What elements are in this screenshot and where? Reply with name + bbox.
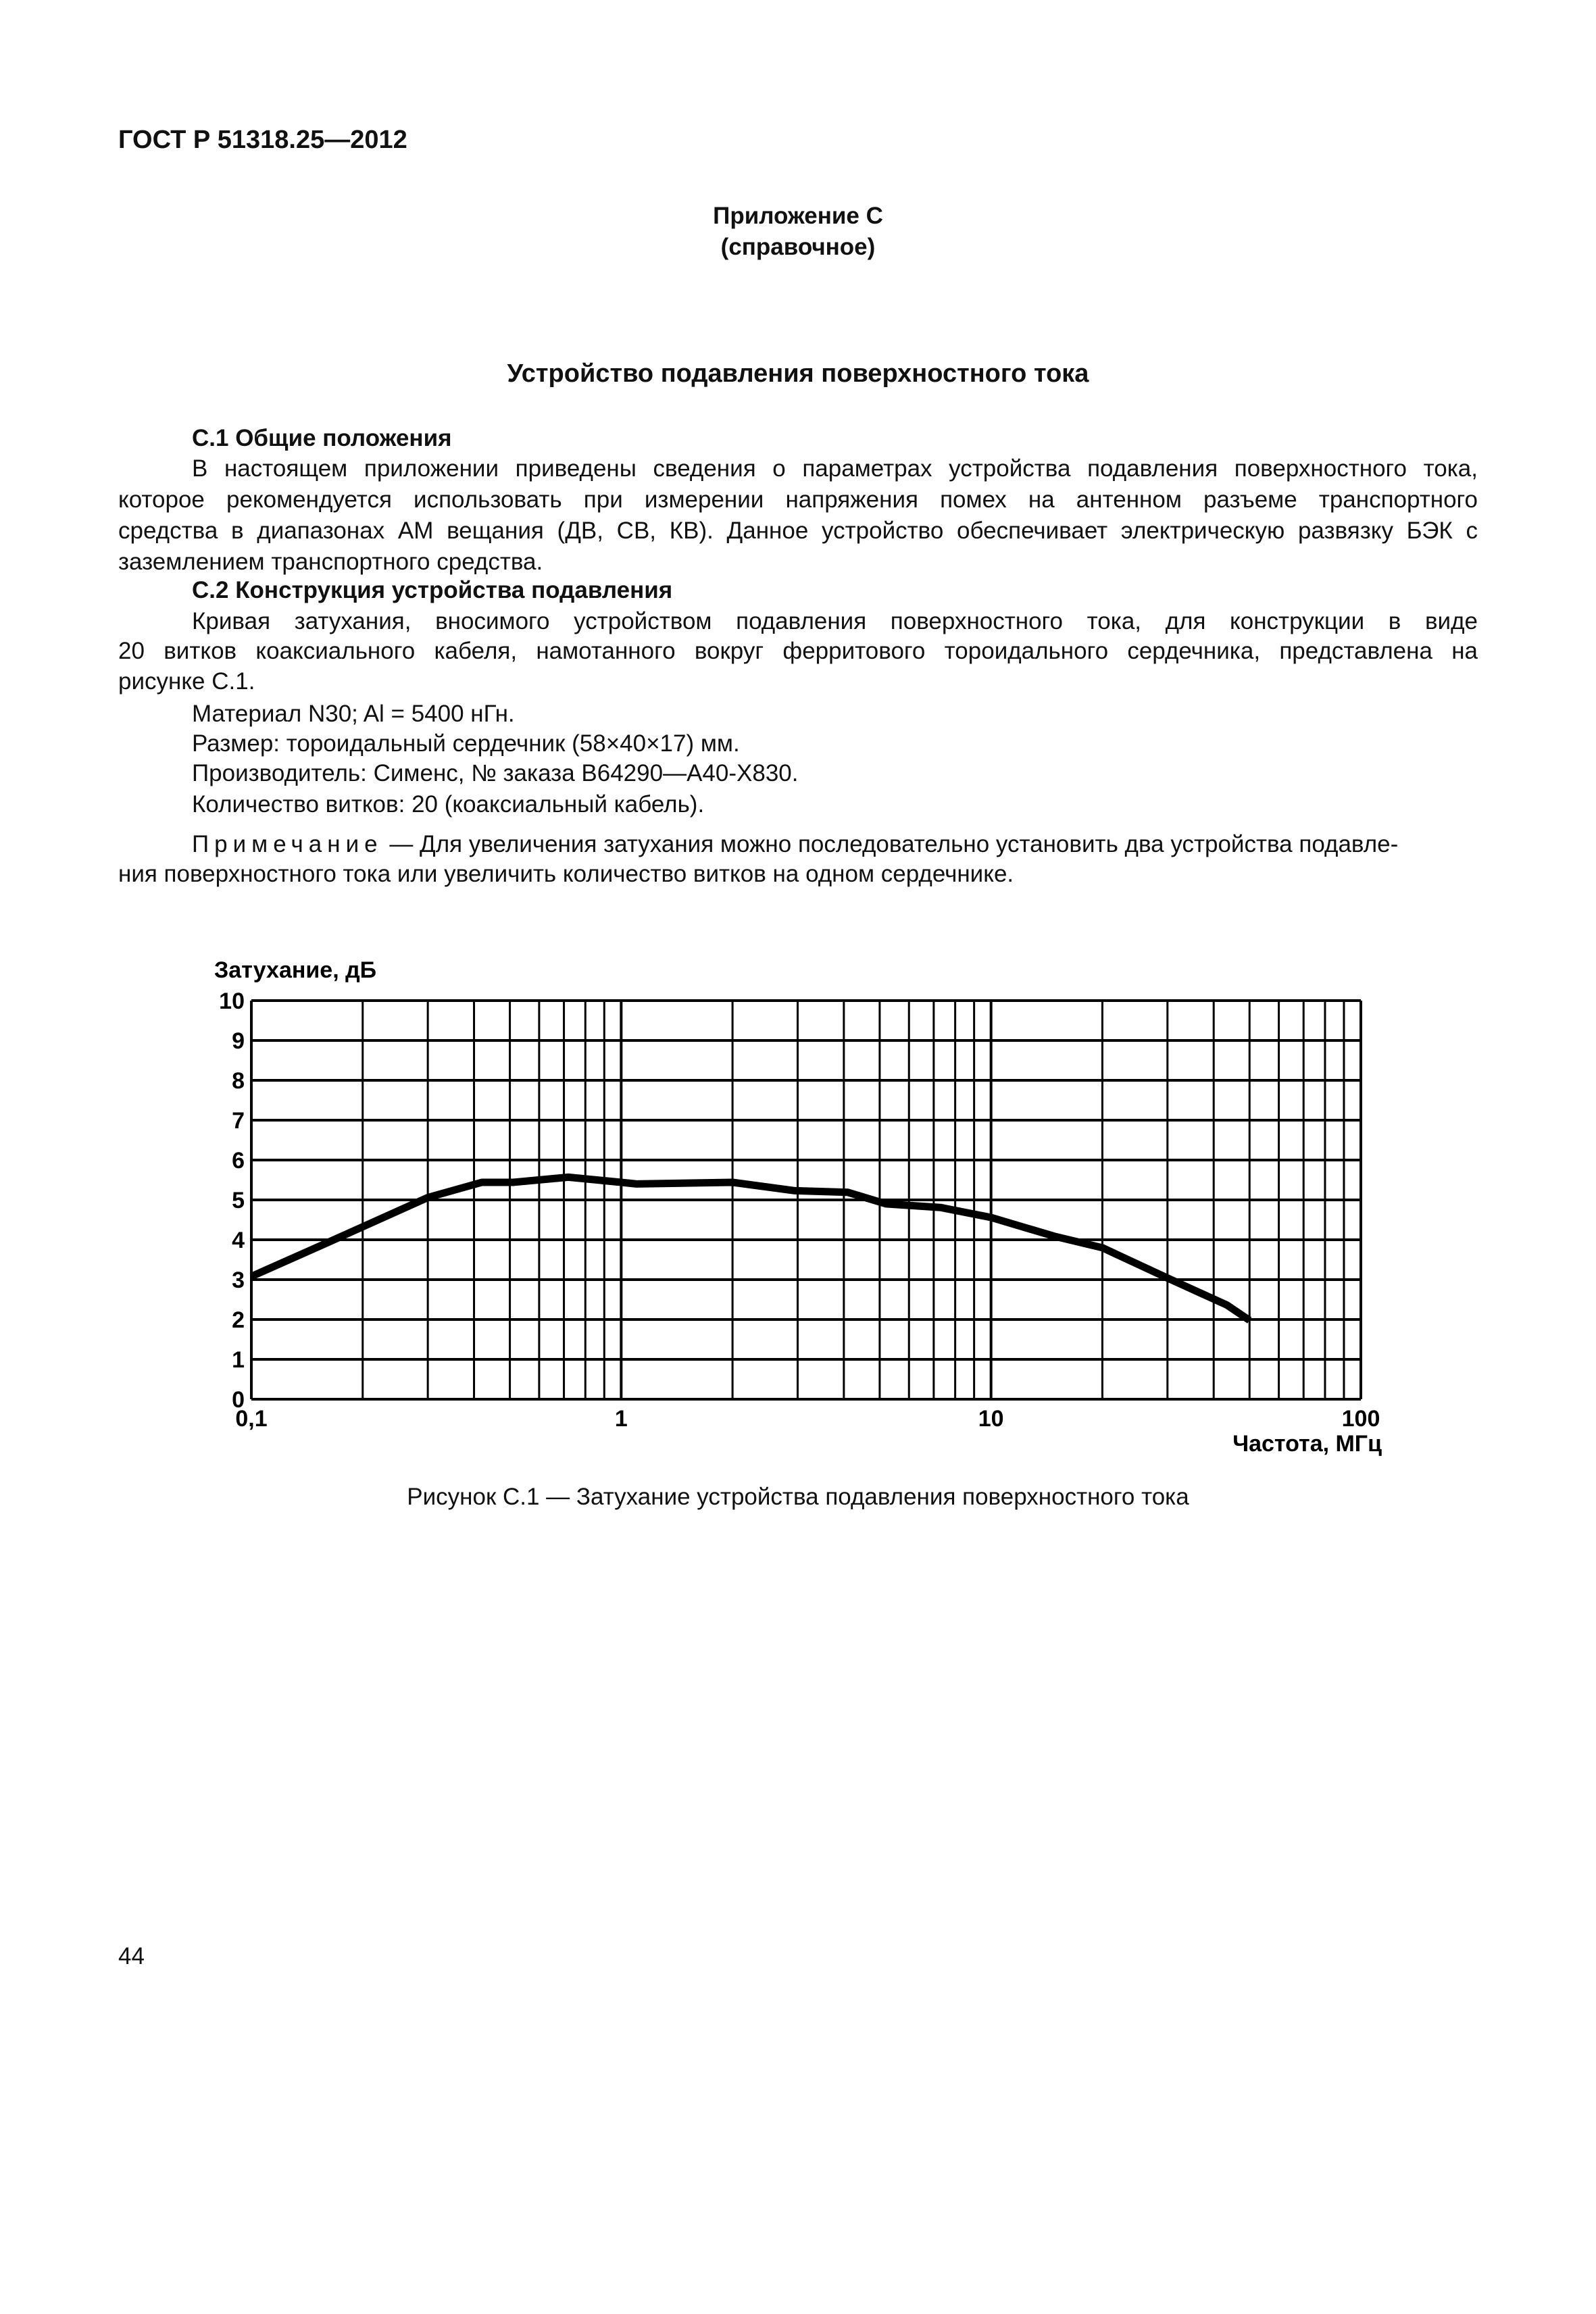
y-tick-label: 2 bbox=[232, 1307, 245, 1333]
c1-line: которое рекомендуется использовать при измерении напряжения помех на антенном разъеме транспортного bbox=[118, 486, 1478, 513]
note-line-1 bbox=[192, 830, 1478, 859]
y-axis-label: Затухание, дБ bbox=[214, 957, 377, 983]
x-tick-label: 10 bbox=[978, 1406, 1004, 1432]
y-tick-label: 0 bbox=[232, 1387, 245, 1413]
turns-line: Количество витков: 20 (коаксиальный кабель). bbox=[192, 791, 705, 818]
x-axis-label: Частота, МГц bbox=[1232, 1431, 1382, 1457]
c1-line: заземлением транспортного средства. bbox=[118, 549, 543, 575]
figure-caption: Рисунок С.1 — Затухание устройства подавления поверхностного тока bbox=[407, 1484, 1189, 1510]
x-tick-label: 100 bbox=[1341, 1406, 1380, 1432]
y-tick-label: 3 bbox=[232, 1267, 245, 1293]
page-number: 44 bbox=[118, 1943, 145, 1969]
y-tick-label: 10 bbox=[219, 988, 245, 1014]
y-tick-label: 6 bbox=[232, 1148, 245, 1174]
material-line: Материал N30; Al = 5400 нГн. bbox=[192, 701, 515, 727]
manufacturer-line: Производитель: Сименс, № заказа В64290—А40-Х830. bbox=[192, 760, 799, 786]
c1-line: средства в диапазонах АМ вещания (ДВ, СВ, КВ). Данное устройство обеспечивает электрическую развязку БЭК с bbox=[118, 518, 1478, 544]
c1-line: В настоящем приложении приведены сведения о параметрах устройства подавления поверхностного тока, bbox=[192, 455, 1478, 482]
note-label: Примечание bbox=[192, 831, 383, 857]
y-tick-label: 1 bbox=[232, 1347, 245, 1373]
y-tick-label: 8 bbox=[232, 1068, 245, 1094]
appendix-subtitle: (справочное) bbox=[720, 234, 876, 260]
document-id: ГОСТ Р 51318.25—2012 bbox=[118, 126, 407, 154]
size-line: Размер: тороидальный сердечник (58×40×17) мм. bbox=[192, 730, 740, 757]
note-line-2: ния поверхностного тока или увеличить количество витков на одном сердечнике. bbox=[118, 861, 1014, 887]
x-tick-label: 0,1 bbox=[235, 1406, 268, 1432]
appendix-title: Приложение С bbox=[713, 203, 883, 229]
y-tick-label: 4 bbox=[232, 1228, 245, 1253]
c2-line: 20 витков коаксиального кабеля, намотанного вокруг ферритового тороидального сердечника, представлена на bbox=[118, 638, 1478, 664]
c2-heading: С.2 Конструкция устройства подавления bbox=[192, 577, 673, 603]
c2-line: Кривая затухания, вносимого устройством подавления поверхностного тока, для конструкции в виде bbox=[192, 608, 1478, 634]
x-tick-label: 1 bbox=[614, 1406, 628, 1432]
y-tick-label: 7 bbox=[232, 1108, 245, 1134]
section-title: Устройство подавления поверхностного тока bbox=[507, 359, 1089, 388]
c2-line: рисунке С.1. bbox=[118, 668, 255, 695]
note-text: — Для увеличения затухания можно последовательно установить два устройства подавле- bbox=[389, 831, 1399, 857]
attenuation-chart bbox=[203, 946, 1392, 1473]
y-tick-label: 5 bbox=[232, 1188, 245, 1213]
c1-heading: С.1 Общие положения bbox=[192, 425, 452, 451]
y-tick-label: 9 bbox=[232, 1028, 245, 1054]
